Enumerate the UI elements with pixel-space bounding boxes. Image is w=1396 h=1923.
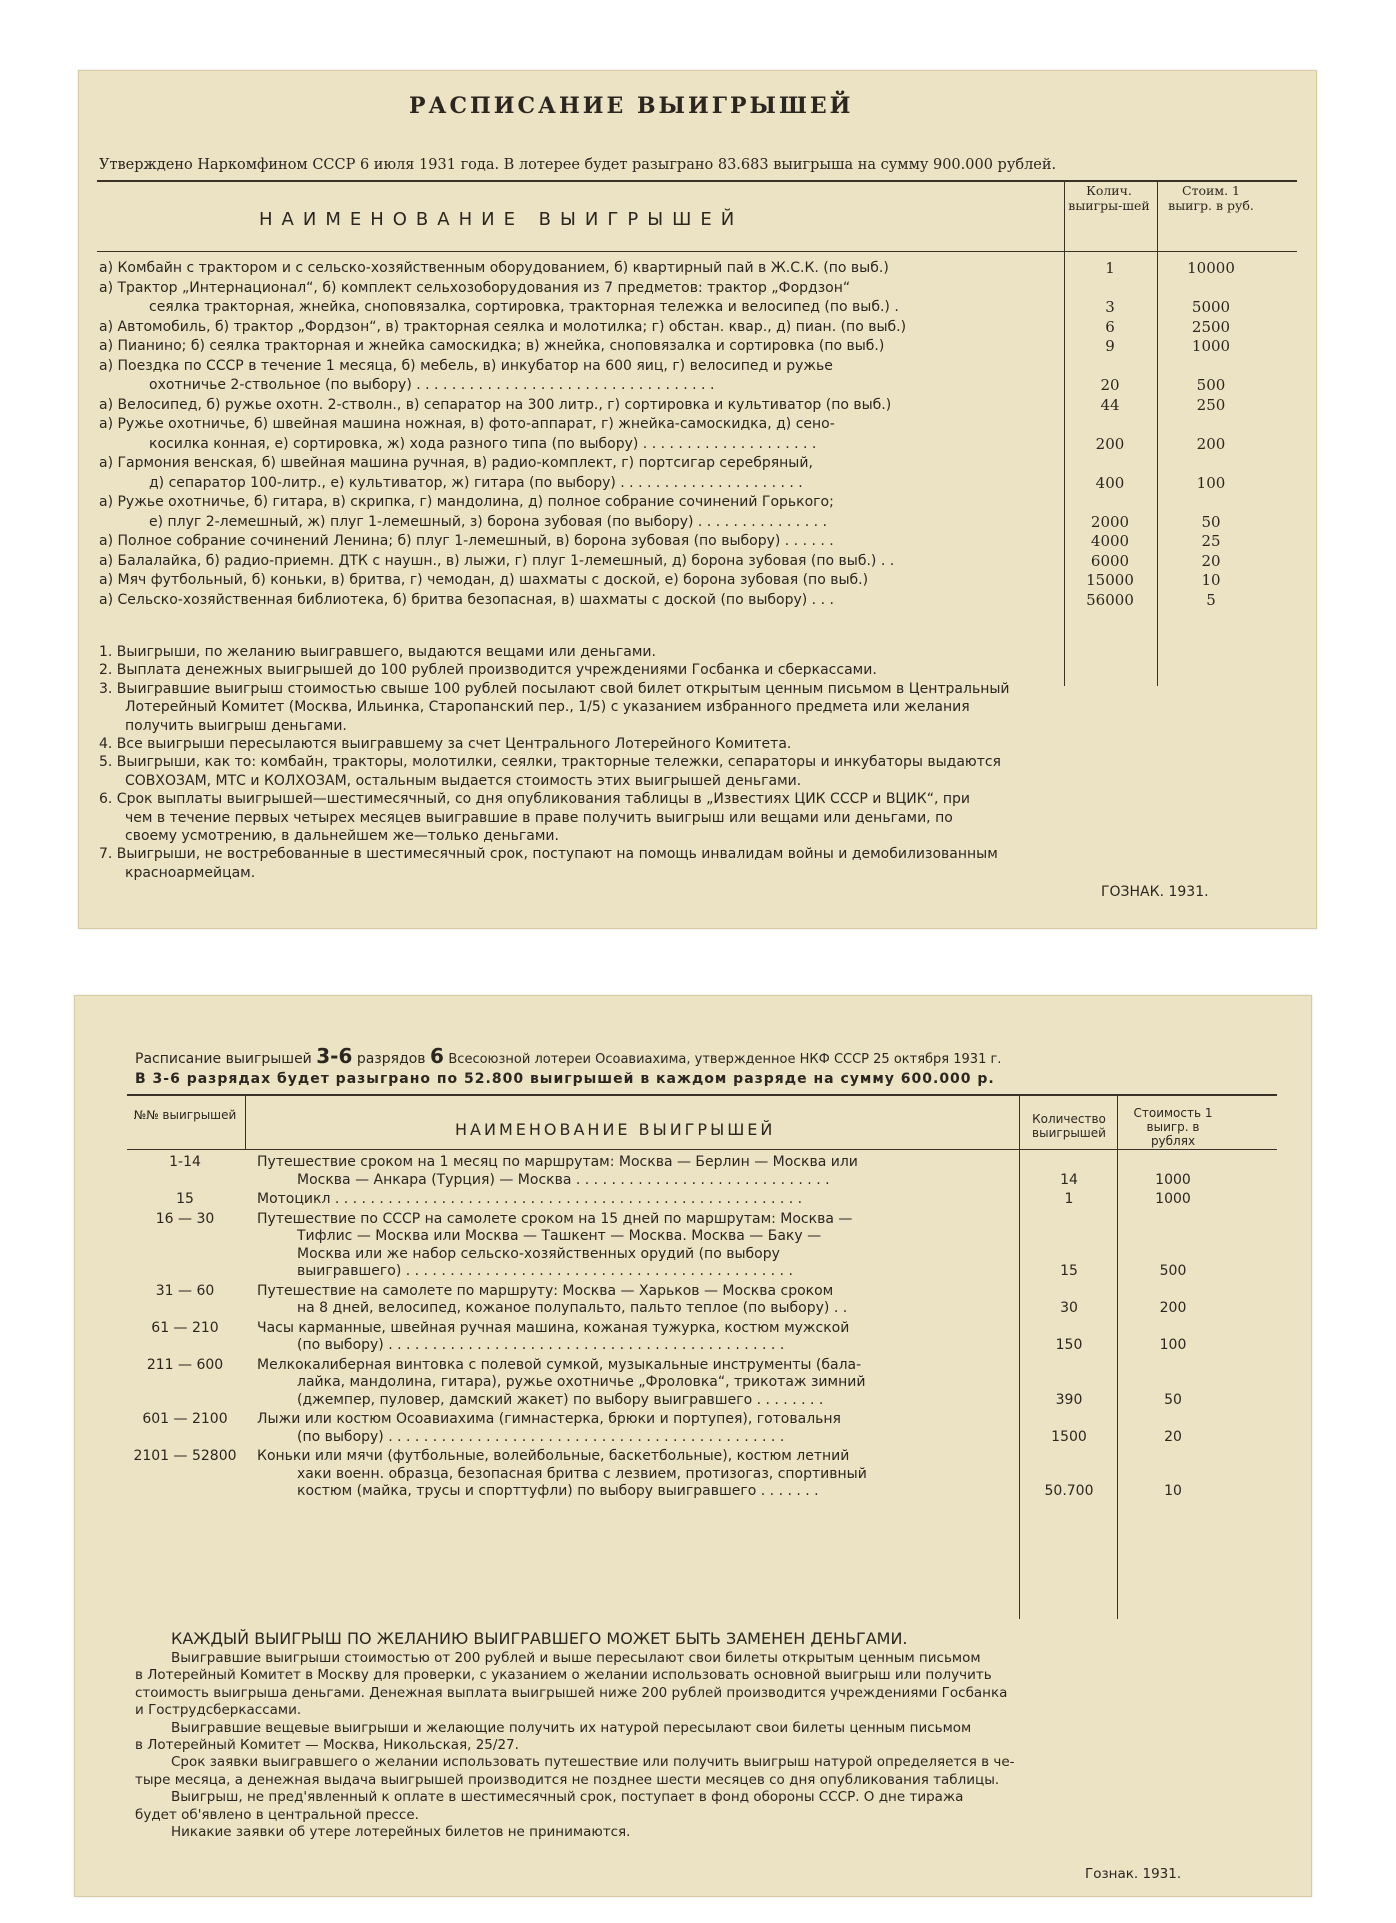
card2-row-5-line-1: Часы карманные, швейная ручная машина, кожаная тужурка, костюм мужской xyxy=(257,1319,850,1336)
card2-row-4-qty: 30 xyxy=(1060,1300,1078,1316)
card1-note-line-4: Лотерейный Комитет (Москва, Ильинка, Старопанский пер., 1/5) с указанием избранного предмета или желания xyxy=(125,699,970,716)
card1-col-cost-header: Стоим. 1 выигр. в руб. xyxy=(1168,183,1254,213)
card2-title-a: Расписание выигрышей xyxy=(135,1051,312,1067)
card2-row-2-cost: 1000 xyxy=(1155,1191,1191,1207)
card2-row-3-line-1: Путешествие по СССР на самолете сроком на 15 дней по маршрутам: Москва — xyxy=(257,1210,853,1227)
card2-row-7-number: 601 — 2100 xyxy=(142,1411,228,1427)
card1-row-4-cost: 1000 xyxy=(1191,337,1231,355)
card1-row-9-line-2: е) плуг 2-лемешный, ж) плуг 1-лемешный, з) борона зубовая (по выбору) . . . . . . . . . . . . . . . xyxy=(149,513,827,530)
card1-head-bottom-rule xyxy=(97,251,1297,252)
card2-note-line-6: в Лотерейный Комитет — Москва, Никольская, 25/27. xyxy=(135,1737,519,1753)
card1-row-10-qty: 4000 xyxy=(1090,532,1130,550)
card2-top-rule xyxy=(127,1094,1277,1096)
card1-row-10-cost: 25 xyxy=(1201,532,1221,550)
card1-note-line-11: своему усмотрению, в дальнейшем же—только деньгами. xyxy=(125,828,559,844)
card1-row-6-line-1: а) Велосипед, б) ружье охотн. 2-стволн., в) сепаратор на 300 литр., г) сортировка и культиватор (по выб.) xyxy=(99,396,892,413)
card2-note-line-10: будет об'явлено в центральной прессе. xyxy=(135,1806,419,1823)
card2-row-8-cost: 10 xyxy=(1164,1483,1182,1499)
card2-row-6-line-3: (джемпер, пуловер, дамский жакет) по выбору выигравшего . . . . . . . . xyxy=(297,1391,824,1408)
card2-col-divider-1 xyxy=(1019,1094,1020,1619)
card2-title-d: 6 xyxy=(430,1044,444,1068)
card2-row-2-qty: 1 xyxy=(1064,1191,1074,1207)
card2-row-2-line-1: Мотоцикл . . . . . . . . . . . . . . . . . . . . . . . . . . . . . . . . . . . . . . . . . . . . . . . . . . . . . xyxy=(257,1191,803,1207)
card1-row-5-cost: 500 xyxy=(1196,376,1226,394)
card1-row-13-cost: 5 xyxy=(1206,590,1216,609)
card1-note-line-13: красноармейцам. xyxy=(125,864,256,881)
card1-row-9-line-1: а) Ружье охотничье, б) гитара, в) скрипка, г) мандолина, д) полное собрание сочинений Горького; xyxy=(99,494,834,510)
card1-row-4-line-1: а) Пианино; б) сеялка тракторная и жнейка самоскидка; в) жнейка, сноповязалка и сортировка (по выб.) xyxy=(99,338,885,354)
card2-row-3-cost: 500 xyxy=(1159,1263,1187,1279)
card2-note-line-8: тыре месяца, а денежная выдача выигрышей производится не позднее шести месяцев со дня опубликования таблицы. xyxy=(135,1771,1000,1788)
card2-col-cost-header: Стоимость 1 выигр. в рублях xyxy=(1133,1106,1213,1148)
card1-row-9-cost: 50 xyxy=(1201,512,1221,531)
card1-note-line-8: СОВХОЗАМ, МТС и КОЛХОЗАМ, остальным выдается стоимость этих выигрышей деньгами. xyxy=(125,772,802,789)
card1-row-5-line-1: а) Поездка по СССР в течение 1 месяца, б) мебель, в) инкубатор на 600 яиц, г) велосипед и ружье xyxy=(99,357,833,374)
card2-row-8-line-3: костюм (майка, трусы и спорттуфли) по выбору выигравшего . . . . . . . xyxy=(297,1483,819,1499)
card1-note-line-5: получить выигрыш деньгами. xyxy=(125,717,347,734)
card1-row-3-line-1: а) Автомобиль, б) трактор „Фордзон“, в) тракторная сеялка и молотилка; г) обстан. квар., д) пиан. (по выб.) xyxy=(99,318,907,335)
card2-row-5-cost: 100 xyxy=(1159,1337,1187,1353)
card1-note-line-3: 3. Выигравшие выигрыш стоимостью свыше 100 рублей посылают свой билет открытым ценным письмом в Центральный xyxy=(99,680,1010,697)
card2-head-bottom-rule xyxy=(127,1149,1277,1150)
card2-row-7-qty: 1500 xyxy=(1051,1428,1087,1445)
card1-row-11-qty: 6000 xyxy=(1090,551,1130,570)
card1-note-line-2: 2. Выплата денежных выигрышей до 100 рублей производится учреждениями Госбанка и сберкассами. xyxy=(99,662,877,679)
card1-row-2-line-2: сеялка тракторная, жнейка, сноповязалка, сортировка, тракторная тележка и велосипед (по выб.) . xyxy=(149,299,899,315)
card2-title-e: Всесоюзной лотереи Осоавиахима, утвержденное НКФ СССР 25 октября 1931 г. xyxy=(448,1052,1002,1067)
card1-row-1-cost: 10000 xyxy=(1187,259,1235,277)
card1-row-2-line-1: а) Трактор „Интернационал“, б) комплект сельхозоборудования из 7 предметов: трактор „Фордзон“ xyxy=(99,279,851,296)
card2-row-7-cost: 20 xyxy=(1164,1428,1182,1445)
card1-row-7-line-1: а) Ружье охотничье, б) швейная машина ножная, в) фото-аппарат, г) жнейка-самоскидка, д) сено- xyxy=(99,416,835,432)
card1-row-6-qty: 44 xyxy=(1100,395,1120,414)
card1-row-8-cost: 100 xyxy=(1196,473,1226,492)
card1-row-2-cost: 5000 xyxy=(1191,298,1231,316)
card2-row-8-line-2: хаки военн. образца, безопасная бритва с лезвием, протизогаз, спортивный xyxy=(297,1465,867,1482)
card1-row-1-line-1: а) Комбайн с трактором и с сельско-хозяйственным оборудованием, б) квартирный пай в Ж.С.К. (по выб.) xyxy=(99,260,889,276)
card1-row-1-qty: 1 xyxy=(1105,259,1115,277)
card1-row-11-cost: 20 xyxy=(1201,551,1221,570)
card2-row-2-number: 15 xyxy=(176,1191,194,1207)
card1-note-line-9: 6. Срок выплаты выигрышей—шестимесячный, со дня опубликования таблицы в „Известиях ЦИК СССР и ВЦИК“, при xyxy=(99,791,971,808)
card2-row-5-number: 61 — 210 xyxy=(151,1319,219,1336)
card1-row-5-qty: 20 xyxy=(1100,376,1120,394)
card2-col-name-header: НАИМЕНОВАНИЕ ВЫИГРЫШЕЙ xyxy=(455,1120,776,1139)
card1-row-12-cost: 10 xyxy=(1201,571,1221,589)
card2-row-3-line-2: Тифлис — Москва или Москва — Ташкент — Москва. Москва — Баку — xyxy=(297,1228,822,1244)
card1-note-line-10: чем в течение первых четырех месяцев выигравшие в праве получить выигрыш или вещами или деньгами, по xyxy=(125,809,953,826)
card1-row-6-cost: 250 xyxy=(1196,395,1226,414)
card1-row-2-qty: 3 xyxy=(1105,298,1115,316)
card1-col-divider-1 xyxy=(1064,181,1065,686)
card2-subtitle: В 3-6 разрядах будет разыграно по 52.800 выигрышей в каждом разряде на сумму 600.000 р. xyxy=(135,1071,995,1087)
lottery-ticket-back-1931-october xyxy=(74,995,1312,1897)
card2-row-1-cost: 1000 xyxy=(1155,1171,1191,1188)
card2-row-5-qty: 150 xyxy=(1055,1337,1083,1353)
card2-note-line-2: в Лотерейный Комитет в Москву для проверки, с указанием о желании использовать основной выигрыш или получить xyxy=(135,1667,992,1684)
card1-subtitle: Утверждено Наркомфином СССР 6 июля 1931 года. В лотерее будет разыграно 83.683 выигрыша на сумму 900.000 рублей. xyxy=(99,157,1057,173)
card2-imprint: Гознак. 1931. xyxy=(1085,1866,1182,1882)
card2-col-divider-0 xyxy=(245,1094,246,1149)
card2-note-line-7: Срок заявки выигравшего о желании использовать путешествие или получить выигрыш натурой определяется в че- xyxy=(171,1754,1015,1771)
card2-note-line-9: Выигрыш, не пред'явленный к оплате в шестимесячный срок, поступает в фонд обороны СССР. О дне тиража xyxy=(171,1789,964,1806)
card2-note-line-5: Выигравшие вещевые выигрыши и желающие получить их натурой пересылают свои билеты ценным письмом xyxy=(171,1719,972,1736)
card2-col-divider-2 xyxy=(1117,1094,1118,1619)
card2-row-6-number: 211 — 600 xyxy=(146,1356,224,1373)
card1-note-line-6: 4. Все выигрыши пересылаются выигравшему за счет Центрального Лотерейного Комитета. xyxy=(99,736,792,752)
card1-note-line-12: 7. Выигрыши, не востребованные в шестимесячный срок, поступают на помощь инвалидам войны и демобилизованным xyxy=(99,846,998,863)
card2-row-7-line-1: Лыжи или костюм Осоавиахима (гимнастерка, брюки и портупея), готовальня xyxy=(257,1411,841,1427)
card1-row-3-cost: 2500 xyxy=(1191,317,1231,336)
card1-row-8-qty: 400 xyxy=(1095,473,1125,492)
card1-row-5-line-2: охотничье 2-ствольное (по выбору) . . . . . . . . . . . . . . . . . . . . . . . . . . . . . . . . . . xyxy=(149,377,715,393)
card1-row-7-qty: 200 xyxy=(1095,434,1125,453)
card2-title-c: разрядов xyxy=(356,1051,426,1067)
card2-title xyxy=(135,1044,1001,1068)
card2-row-1-number: 1-14 xyxy=(169,1154,201,1170)
card1-row-12-line-1: а) Мяч футбольный, б) коньки, в) бритва, г) чемодан, д) шахматы с доской, е) борона зубовая (по выб.) xyxy=(99,572,869,588)
card2-row-8-line-1: Коньки или мячи (футбольные, волейбольные, баскетбольные), костюм летний xyxy=(257,1448,850,1464)
card2-note-line-11: Никакие заявки об утере лотерейных билетов не принимаются. xyxy=(171,1824,631,1840)
card1-row-4-qty: 9 xyxy=(1105,337,1115,355)
card2-title-b: 3-6 xyxy=(316,1044,353,1068)
card2-row-4-line-2: на 8 дней, велосипед, кожаное полупальто, пальто теплое (по выбору) . . xyxy=(297,1300,848,1316)
card2-row-6-qty: 390 xyxy=(1055,1391,1083,1408)
card2-col-qty-header: Количество выигрышей xyxy=(1032,1112,1106,1140)
card1-col-name-header: НАИМЕНОВАНИЕ ВЫИГРЫШЕЙ xyxy=(259,209,744,230)
card1-row-3-qty: 6 xyxy=(1105,317,1115,336)
card1-row-7-cost: 200 xyxy=(1196,434,1226,453)
card1-note-line-1: 1. Выигрыши, по желанию выигравшего, выдаются вещами или деньгами. xyxy=(99,644,656,660)
card2-row-4-cost: 200 xyxy=(1159,1300,1187,1316)
card1-header-rule xyxy=(97,180,1297,182)
card2-row-6-cost: 50 xyxy=(1164,1391,1182,1408)
card1-row-8-line-1: а) Гармония венская, б) швейная машина ручная, в) радио-комплект, г) портсигар серебряный, xyxy=(99,455,813,471)
card2-row-1-qty: 14 xyxy=(1060,1171,1078,1188)
card2-row-7-line-2: (по выбору) . . . . . . . . . . . . . . . . . . . . . . . . . . . . . . . . . . . . . . . . . . . . . xyxy=(297,1428,785,1445)
card1-row-8-line-2: д) сепаратор 100-литр., е) культиватор, ж) гитара (по выбору) . . . . . . . . . . . . . . . . . . . . . xyxy=(149,474,803,491)
card1-note-line-7: 5. Выигрыши, как то: комбайн, тракторы, молотилки, сеялки, тракторные тележки, сепараторы и инкубаторы выдаются xyxy=(99,754,1001,771)
card2-row-3-line-3: Москва или же набор сельско-хозяйственных орудий (по выбору xyxy=(297,1245,780,1262)
card2-row-1-line-1: Путешествие сроком на 1 месяц по маршрутам: Москва — Берлин — Москва или xyxy=(257,1154,858,1170)
card1-row-13-line-1: а) Сельско-хозяйственная библиотека, б) бритва безопасная, в) шахматы с доской (по выбору) . . . xyxy=(99,591,834,608)
card2-caps-note: КАЖДЫЙ ВЫИГРЫШ ПО ЖЕЛАНИЮ ВЫИГРАВШЕГО МОЖЕТ БЫТЬ ЗАМЕНЕН ДЕНЬГАМИ. xyxy=(171,1629,908,1648)
card2-row-6-line-2: лайка, мандолина, гитара), ружье охотничье „Фроловка“, трикотаж зимний xyxy=(297,1374,866,1390)
card1-col-qty-header: Колич. выигры-шей xyxy=(1068,183,1150,213)
card1-row-9-qty: 2000 xyxy=(1090,512,1130,531)
card2-note-line-1: Выигравшие выигрыши стоимостью от 200 рублей и выше пересылают свои билеты открытым ценным письмом xyxy=(171,1650,981,1666)
card2-row-4-line-1: Путешествие на самолете по маршруту: Москва — Харьков — Москва сроком xyxy=(257,1282,834,1299)
card1-row-10-line-1: а) Полное собрание сочинений Ленина; б) плуг 1-лемешный, в) борона зубовая (по выбору) . . . . . . xyxy=(99,533,834,549)
card2-note-line-4: и Гострудсберкассами. xyxy=(135,1702,302,1719)
card1-title: РАСПИСАНИЕ ВЫИГРЫШЕЙ xyxy=(409,93,854,119)
card2-col-no-header: №№ выигрышей xyxy=(133,1108,237,1122)
card2-row-3-qty: 15 xyxy=(1060,1263,1078,1279)
card2-note-line-3: стоимость выигрыша деньгами. Денежная выплата выигрышей ниже 200 рублей производится учреждениями Госбанка xyxy=(135,1684,1008,1701)
card1-row-7-line-2: косилка конная, е) сортировка, ж) хода разного типа (по выбору) . . . . . . . . . . . . . . . . . . . . xyxy=(149,435,817,452)
card1-col-divider-2 xyxy=(1157,181,1158,686)
card2-row-4-number: 31 — 60 xyxy=(155,1282,215,1299)
card2-row-5-line-2: (по выбору) . . . . . . . . . . . . . . . . . . . . . . . . . . . . . . . . . . . . . . . . . . . . . xyxy=(297,1337,785,1353)
card2-row-3-number: 16 — 30 xyxy=(155,1210,215,1227)
lottery-ticket-back-1931-july xyxy=(78,70,1317,929)
card1-imprint: ГОЗНАК. 1931. xyxy=(1101,884,1209,900)
card2-row-8-number: 2101 — 52800 xyxy=(133,1448,237,1464)
card1-row-12-qty: 15000 xyxy=(1086,571,1134,589)
card2-row-6-line-1: Мелкокалиберная винтовка с полевой сумкой, музыкальные инструменты (бала- xyxy=(257,1356,862,1373)
card2-row-8-qty: 50.700 xyxy=(1044,1483,1094,1499)
card2-row-3-line-4: выигравшего) . . . . . . . . . . . . . . . . . . . . . . . . . . . . . . . . . . . . . . . . . . . . xyxy=(297,1263,793,1279)
card1-row-11-line-1: а) Балалайка, б) радио-приемн. ДТК с наушн., в) лыжи, г) плуг 1-лемешный, д) борона зубовая (по выб.) . . xyxy=(99,552,895,569)
card2-row-1-line-2: Москва — Анкара (Турция) — Москва . . . . . . . . . . . . . . . . . . . . . . . . . . . . . xyxy=(297,1171,830,1188)
card1-row-13-qty: 56000 xyxy=(1086,590,1134,609)
